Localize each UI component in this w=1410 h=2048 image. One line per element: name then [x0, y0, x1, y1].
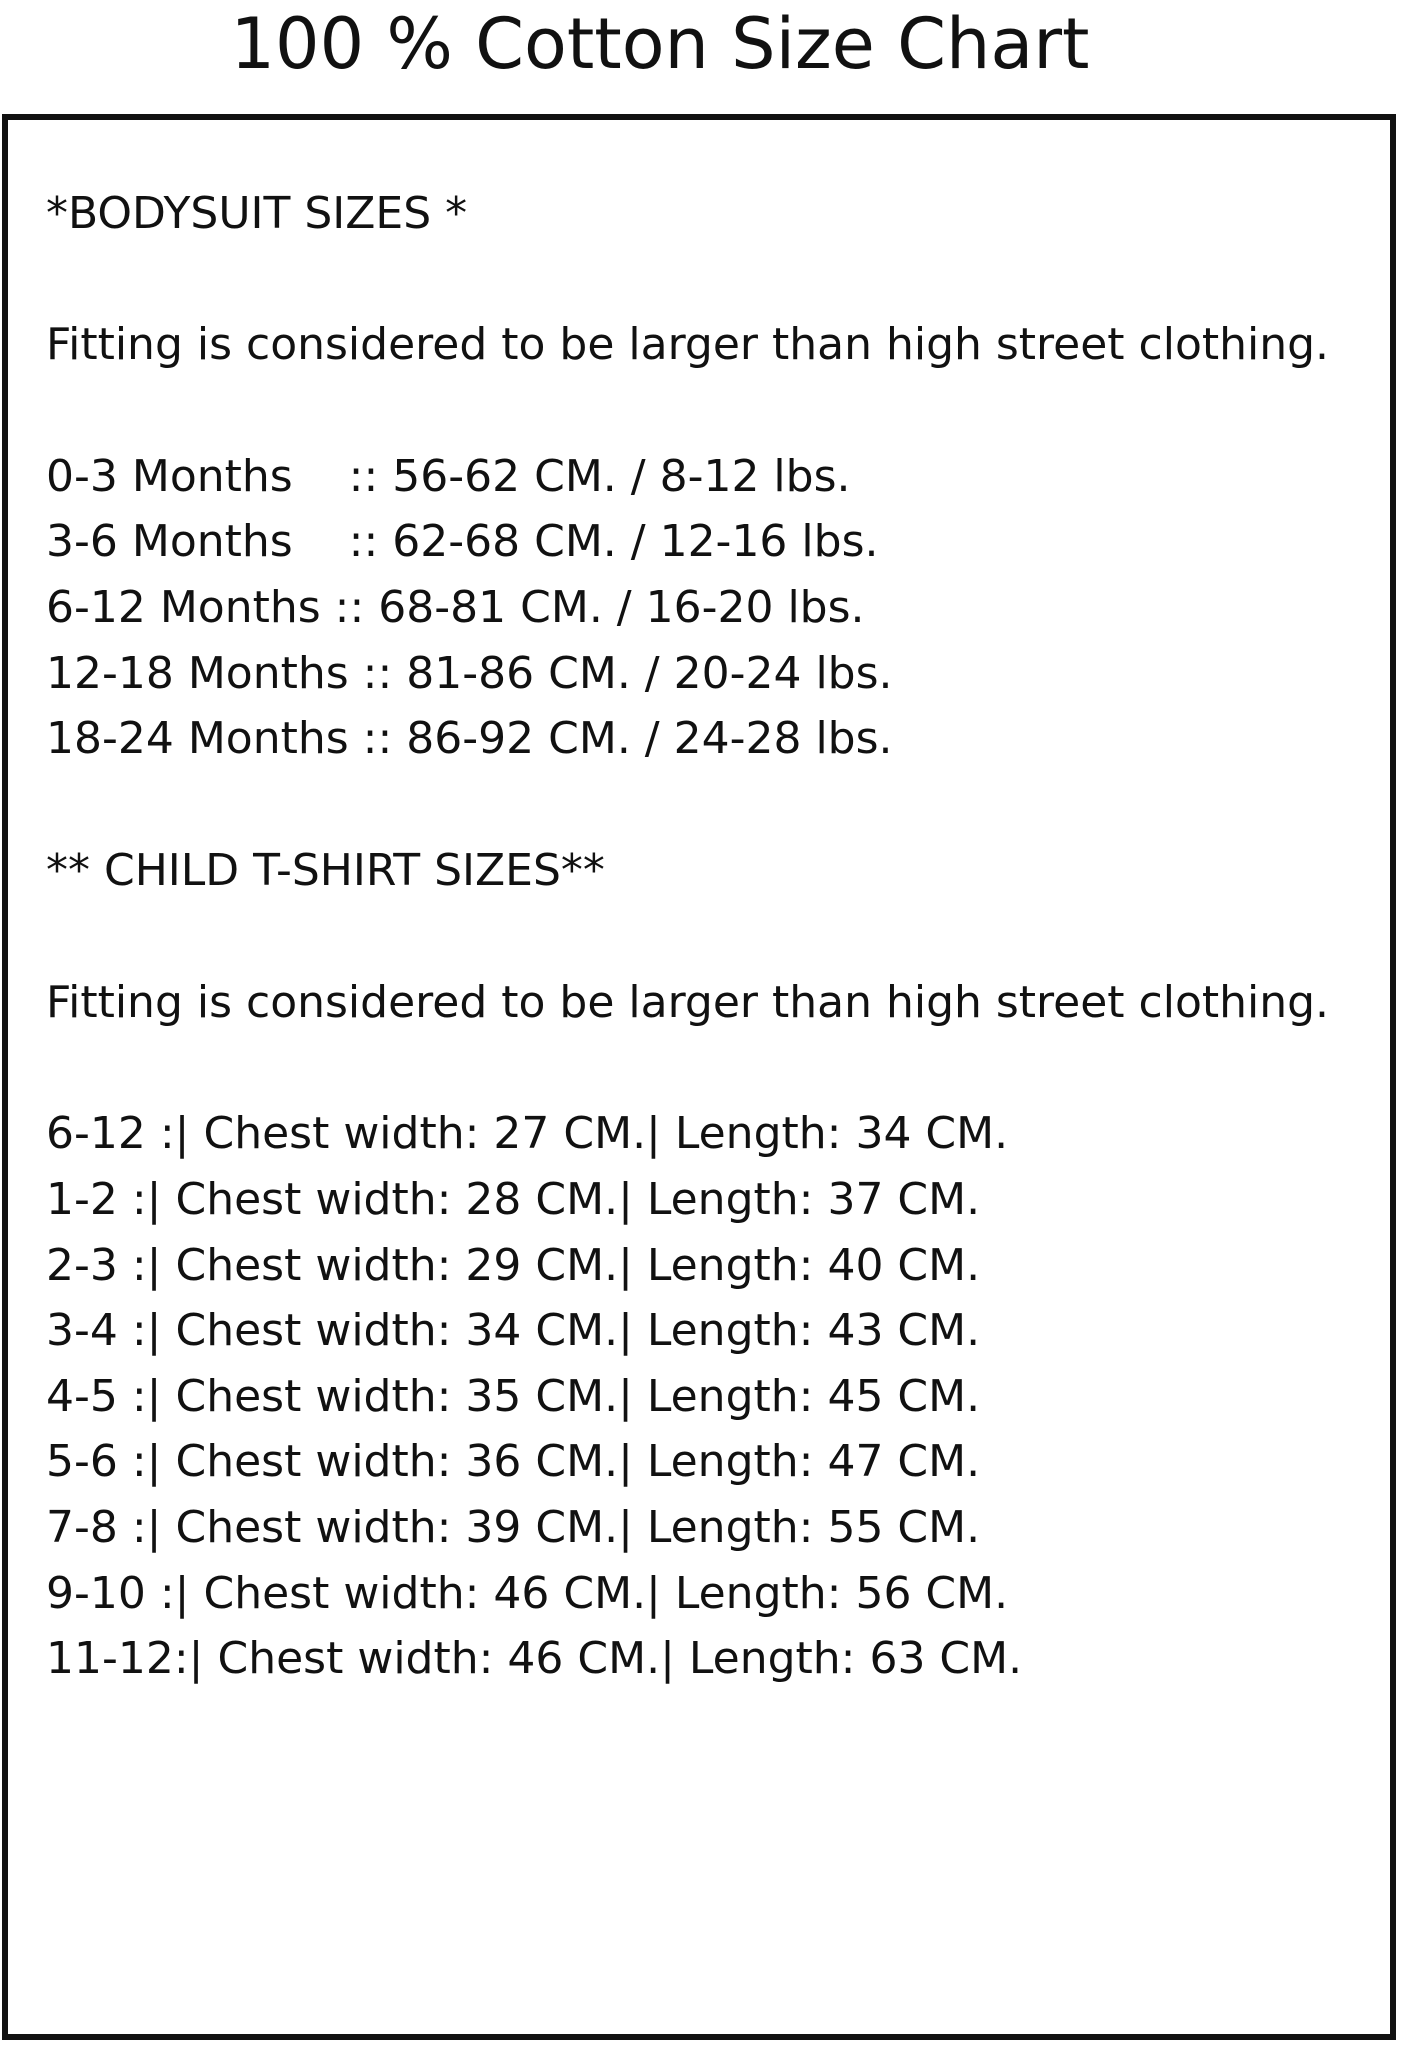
tshirt-size-row: 1-2 :| Chest width: 28 CM.| Length: 37 CM.: [46, 1174, 981, 1225]
bodysuit-size-row: 0-3 Months :: 56-62 CM. / 8-12 lbs.: [46, 451, 851, 502]
tshirt-heading: ** CHILD T-SHIRT SIZES**: [46, 845, 605, 896]
tshirt-size-row: 2-3 :| Chest width: 29 CM.| Length: 40 CM.: [46, 1240, 981, 1291]
bodysuit-size-row: 12-18 Months :: 81-86 CM. / 20-24 lbs.: [46, 648, 893, 699]
tshirt-size-row: 5-6 :| Chest width: 36 CM.| Length: 47 CM.: [46, 1436, 981, 1487]
page-title: 100 % Cotton Size Chart: [230, 3, 1090, 85]
tshirt-size-row: 6-12 :| Chest width: 27 CM.| Length: 34 CM.: [46, 1108, 1009, 1159]
bodysuit-fitting-note: Fitting is considered to be larger than high street clothing.: [46, 319, 1330, 370]
bodysuit-heading: *BODYSUIT SIZES *: [46, 188, 468, 239]
tshirt-size-row: 3-4 :| Chest width: 34 CM.| Length: 43 CM.: [46, 1305, 981, 1356]
bodysuit-size-row: 6-12 Months :: 68-81 CM. / 16-20 lbs.: [46, 582, 865, 633]
bodysuit-size-row: 18-24 Months :: 86-92 CM. / 24-28 lbs.: [46, 713, 893, 764]
size-chart-box: [2, 114, 1396, 2040]
tshirt-size-row: 4-5 :| Chest width: 35 CM.| Length: 45 CM.: [46, 1371, 981, 1422]
tshirt-size-row: 7-8 :| Chest width: 39 CM.| Length: 55 CM.: [46, 1502, 981, 1553]
tshirt-size-row: 11-12:| Chest width: 46 CM.| Length: 63 CM.: [46, 1633, 1023, 1684]
bodysuit-size-row: 3-6 Months :: 62-68 CM. / 12-16 lbs.: [46, 516, 879, 567]
tshirt-fitting-note: Fitting is considered to be larger than high street clothing.: [46, 977, 1330, 1028]
tshirt-size-row: 9-10 :| Chest width: 46 CM.| Length: 56 CM.: [46, 1568, 1009, 1619]
